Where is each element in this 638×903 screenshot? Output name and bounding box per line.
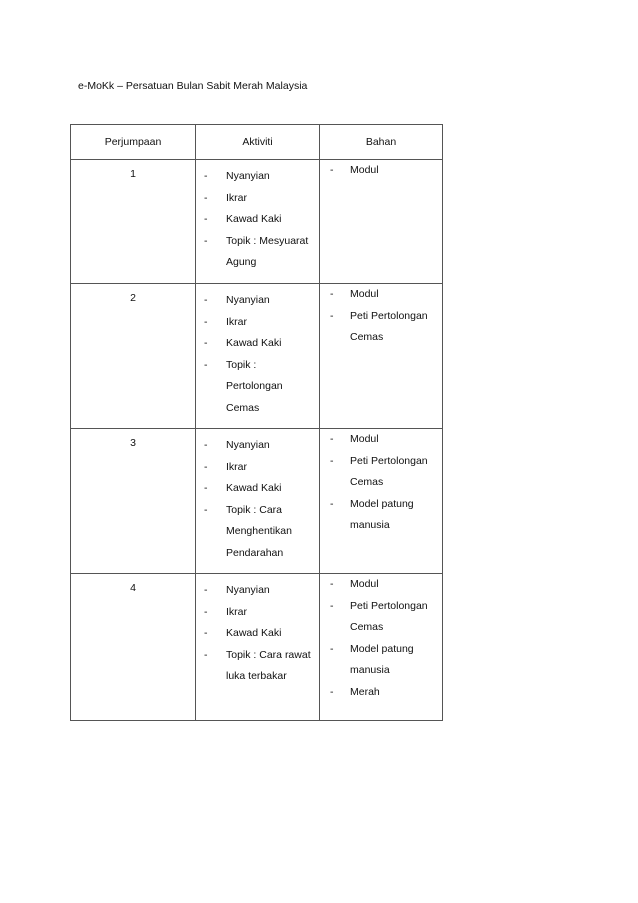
- list-item: - Peti Pertolongan Cemas: [320, 596, 442, 639]
- bahan-list: [320, 284, 442, 349]
- aktiviti-cell: [196, 429, 320, 574]
- list-item: - Ikrar: [196, 602, 319, 624]
- perjumpaan-number: 2: [71, 284, 196, 429]
- list-item: - Nyanyian: [196, 435, 319, 457]
- perjumpaan-number: 3: [71, 429, 196, 574]
- table-row: [71, 429, 443, 574]
- aktiviti-cell: [196, 574, 320, 721]
- aktiviti-list: [196, 435, 319, 564]
- bahan-list: [320, 429, 442, 537]
- document-title: e-MoKk – Persatuan Bulan Sabit Merah Malaysia: [78, 80, 308, 92]
- meeting-schedule-table: [70, 124, 443, 721]
- list-item: - Modul: [320, 429, 442, 451]
- list-item: - Nyanyian: [196, 580, 319, 602]
- aktiviti-list: [196, 580, 319, 688]
- list-item: - Nyanyian: [196, 290, 319, 312]
- list-item: - Kawad Kaki: [196, 209, 319, 231]
- perjumpaan-number: 4: [71, 574, 196, 721]
- list-item: - Modul: [320, 160, 442, 182]
- bahan-cell: [320, 284, 443, 429]
- list-item: - Peti Pertolongan Cemas: [320, 451, 442, 494]
- header-aktiviti: Aktiviti: [196, 125, 320, 160]
- bahan-list: [320, 160, 442, 182]
- list-item: - Topik : Cara rawat luka terbakar: [196, 645, 319, 688]
- header-perjumpaan: Perjumpaan: [71, 125, 196, 160]
- bahan-cell: [320, 429, 443, 574]
- aktiviti-cell: [196, 284, 320, 429]
- table-row: [71, 574, 443, 721]
- list-item: - Ikrar: [196, 188, 319, 210]
- list-item: - Kawad Kaki: [196, 333, 319, 355]
- perjumpaan-number: 1: [71, 160, 196, 284]
- bahan-cell: [320, 574, 443, 721]
- table-row: [71, 284, 443, 429]
- list-item: - Model patung manusia: [320, 639, 442, 682]
- table-row: [71, 160, 443, 284]
- list-item: - Nyanyian: [196, 166, 319, 188]
- aktiviti-list: [196, 166, 319, 274]
- list-item: - Modul: [320, 574, 442, 596]
- list-item: - Topik : Mesyuarat Agung: [196, 231, 319, 274]
- list-item: - Topik : Pertolongan Cemas: [196, 355, 319, 420]
- list-item: - Merah: [320, 682, 442, 704]
- bahan-list: [320, 574, 442, 703]
- bahan-cell: [320, 160, 443, 284]
- list-item: - Kawad Kaki: [196, 623, 319, 645]
- header-bahan: Bahan: [320, 125, 443, 160]
- table-header-row: [71, 125, 443, 160]
- list-item: - Ikrar: [196, 457, 319, 479]
- list-item: - Peti Pertolongan Cemas: [320, 306, 442, 349]
- list-item: - Modul: [320, 284, 442, 306]
- aktiviti-list: [196, 290, 319, 419]
- list-item: - Ikrar: [196, 312, 319, 334]
- list-item: - Topik : Cara Menghentikan Pendarahan: [196, 500, 319, 565]
- list-item: - Model patung manusia: [320, 494, 442, 537]
- list-item: - Kawad Kaki: [196, 478, 319, 500]
- aktiviti-cell: [196, 160, 320, 284]
